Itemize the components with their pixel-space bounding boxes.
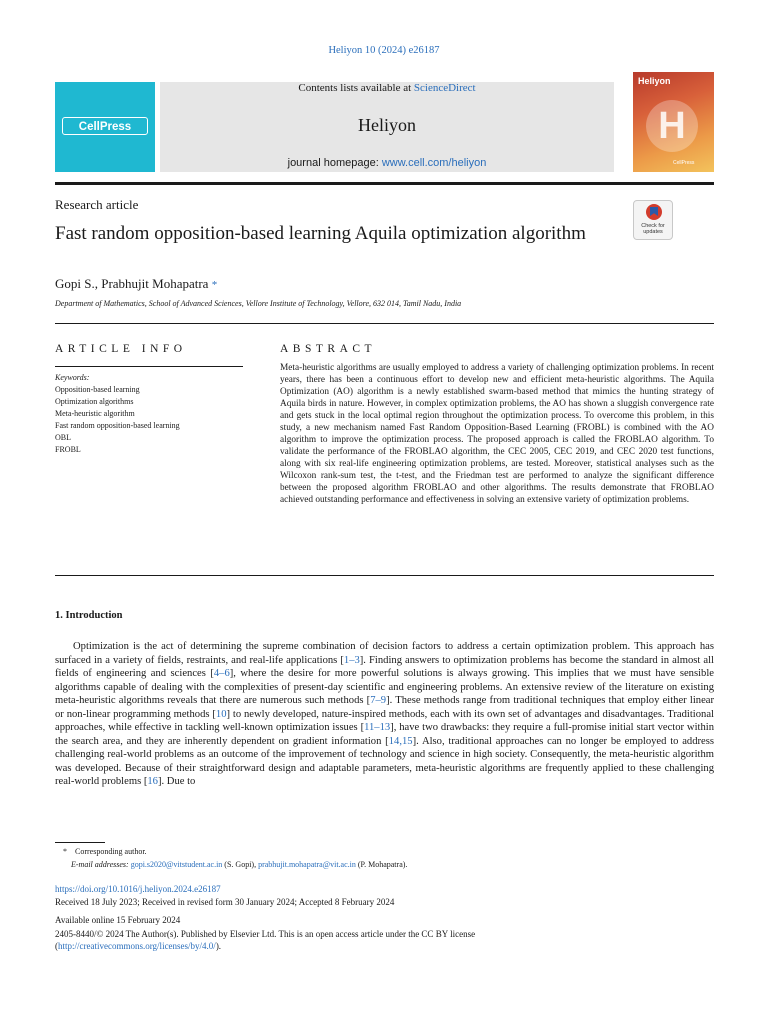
- keyword-item: Optimization algorithms: [55, 397, 134, 406]
- citation-link[interactable]: 10: [215, 708, 227, 720]
- abstract-divider: [55, 575, 714, 576]
- homepage-prefix: journal homepage:: [287, 157, 382, 169]
- authors-text: Gopi S., Prabhujit Mohapatra: [55, 276, 209, 291]
- keyword-item: Fast random opposition-based learning: [55, 421, 180, 430]
- keyword-item: FROBL: [55, 445, 81, 454]
- intro-text: ]. These methods range from traditional techniques that employ either linear or non-linear programming methods [: [55, 695, 714, 720]
- intro-text: ]. Finding answers to optimization problems has become the standard in almost all fields of engineering and sciences [: [55, 654, 714, 679]
- citation-link[interactable]: 11–13: [364, 722, 391, 733]
- license-url-link[interactable]: http://creativecommons.org/licenses/by/4.0/: [58, 941, 216, 951]
- intro-text: ]. Also, traditional approaches can no longer be employed to address challenging real-world problems as an outcome of the improvement of technology and science in high society. Consequently, the meta-heuristic algorithm was developed. Because of their straightforward design and adaptable parameters, meta-heuristic algorithms are frequently applied to these challenging real-world problems [: [55, 735, 714, 787]
- cover-emblem: H: [646, 100, 698, 152]
- intro-text: ]. Due to: [157, 776, 196, 787]
- homepage-link[interactable]: www.cell.com/heliyon: [381, 157, 487, 169]
- citation-link[interactable]: 14,15: [388, 735, 413, 747]
- corresponding-author-mark[interactable]: *: [211, 279, 218, 291]
- email-link[interactable]: prabhujit.mohapatra@vit.ac.in: [258, 860, 356, 869]
- license-paren: (: [55, 941, 58, 951]
- intro-text: ], have two drawbacks: they require a full-promise initial start vector within the search area, and they are inherently dependent on gradient information [: [55, 722, 714, 747]
- email-label: E-mail addresses:: [71, 860, 129, 869]
- journal-reference-link[interactable]: Heliyon 10 (2024) e26187: [328, 45, 440, 56]
- introduction-paragraph: [55, 640, 714, 789]
- keyword-item: OBL: [55, 433, 71, 442]
- abstract-text: Meta-heuristic algorithms are usually employed to address a variety of challenging optimization problems. In recent years, there has been a continuous effort to develop new and efficient meta-heuristic algorithms. The Aquila Optimization (AO) algorithm is a newly established swarm-based method that mimics the hunting strategy of Aquila birds in nature. However, in complex optimization problems, the AO has shown a sluggish convergence rate and gets stuck in the local optimal region throughout the optimization process. To overcome this problem, in this study, a new mechanism named Fast Random Opposition-Based Learning (FROBL) is combined with the AO algorithm to improve the optimization process. The proposed approach is called the FROBLAO algorithm. To validate the performance of the FROBLAO algorithm, the CEC 2005, CEC 2019, and CEC 2020 test functions, along with six real-life engineering optimization problems, are tested. Moreover, statistical analyses such as the Wilcoxon rank-sum test, the t-test, and the Friedman test are performed to analyze the significant difference between the proposed algorithm FROBLAO and other algorithms. The results demonstrate that FROBLAO achieved outstanding performance and effectiveness in solving an extensive variety of optimization problems.: [280, 363, 714, 505]
- journal-name: Heliyon: [358, 115, 416, 135]
- check-for-updates-button[interactable]: [633, 200, 673, 240]
- journal-cover-image[interactable]: [633, 72, 714, 172]
- sciencedirect-link[interactable]: ScienceDirect: [413, 82, 476, 94]
- footnote-rule: [55, 842, 105, 843]
- intro-text: ], where the desire for more powerful solutions is always growing. This implies that we must have sensible algorithms capable of dealing with the complexities of present-day scientific and engineering problems. An extensive review of the literature on existing meta-heuristic algorithms reveals that there are numerous such methods [: [55, 668, 714, 706]
- article-title: Fast random opposition-based learning Aquila optimization algorithm: [55, 223, 586, 244]
- corresponding-text: Corresponding author.: [75, 847, 147, 856]
- keyword-item: Meta-heuristic algorithm: [55, 409, 135, 418]
- homepage-line: [160, 157, 614, 169]
- license-text: 2405-8440/© 2024 The Author(s). Published by Elsevier Ltd. This is an open access article under the CC BY license: [55, 929, 476, 939]
- introduction-heading: 1. Introduction: [55, 610, 123, 621]
- meta-divider: [55, 323, 714, 324]
- cover-title: Heliyon: [638, 76, 671, 86]
- contents-prefix: Contents lists available at: [298, 82, 414, 94]
- citation-link[interactable]: 4–6: [213, 668, 230, 679]
- keywords-list: [55, 372, 180, 456]
- intro-text: Optimization is the act of determining the supreme combination of decision factors to address a certain optimization problem. This approach has surfaced in a variety of fields, restraints, and real-life applications [: [55, 641, 714, 666]
- license-statement: [55, 928, 714, 952]
- received-dates: Received 18 July 2023; Received in revised form 30 January 2024; Accepted 8 February 2024: [55, 897, 395, 907]
- cover-publisher: CellPress: [673, 160, 695, 166]
- citation-link[interactable]: 16: [147, 776, 158, 787]
- email-note: [71, 860, 407, 869]
- citation-link[interactable]: 7–9: [370, 695, 387, 706]
- doi-link[interactable]: https://doi.org/10.1016/j.heliyon.2024.e26187: [55, 884, 221, 894]
- contents-line: [160, 82, 614, 94]
- cellpress-logo[interactable]: CellPress: [62, 117, 148, 135]
- header-divider: [55, 182, 714, 185]
- footnote-mark: *: [63, 847, 67, 856]
- keywords-label: Keywords:: [55, 373, 90, 382]
- intro-text: ] to newly developed, nature-inspired methods, each with its own set of advantages and disadvantages. Traditional approaches, while effective in tackling well-known optimization issues [: [55, 708, 714, 733]
- check-updates-label: Check for updates: [641, 223, 665, 235]
- keyword-item: Opposition-based learning: [55, 385, 140, 394]
- abstract-heading: ABSTRACT: [280, 343, 377, 355]
- corresponding-note: [55, 847, 147, 856]
- author-list: [55, 276, 217, 292]
- email-owner: (S. Gopi),: [222, 860, 259, 869]
- email-link[interactable]: gopi.s2020@vitstudent.ac.in: [130, 860, 223, 869]
- article-type: Research article: [55, 197, 139, 212]
- article-info-rule: [55, 366, 243, 367]
- available-online: Available online 15 February 2024: [55, 915, 181, 925]
- license-paren: ).: [215, 941, 222, 951]
- email-owner: (P. Mohapatra).: [355, 860, 408, 869]
- bookmark-icon: [646, 204, 662, 220]
- citation-link[interactable]: 1–3: [343, 654, 360, 666]
- affiliation: Department of Mathematics, School of Advanced Sciences, Vellore Institute of Technology, Vellore, 632 014, Tamil Nadu, India: [55, 299, 462, 308]
- article-info-heading: ARTICLE INFO: [55, 343, 187, 355]
